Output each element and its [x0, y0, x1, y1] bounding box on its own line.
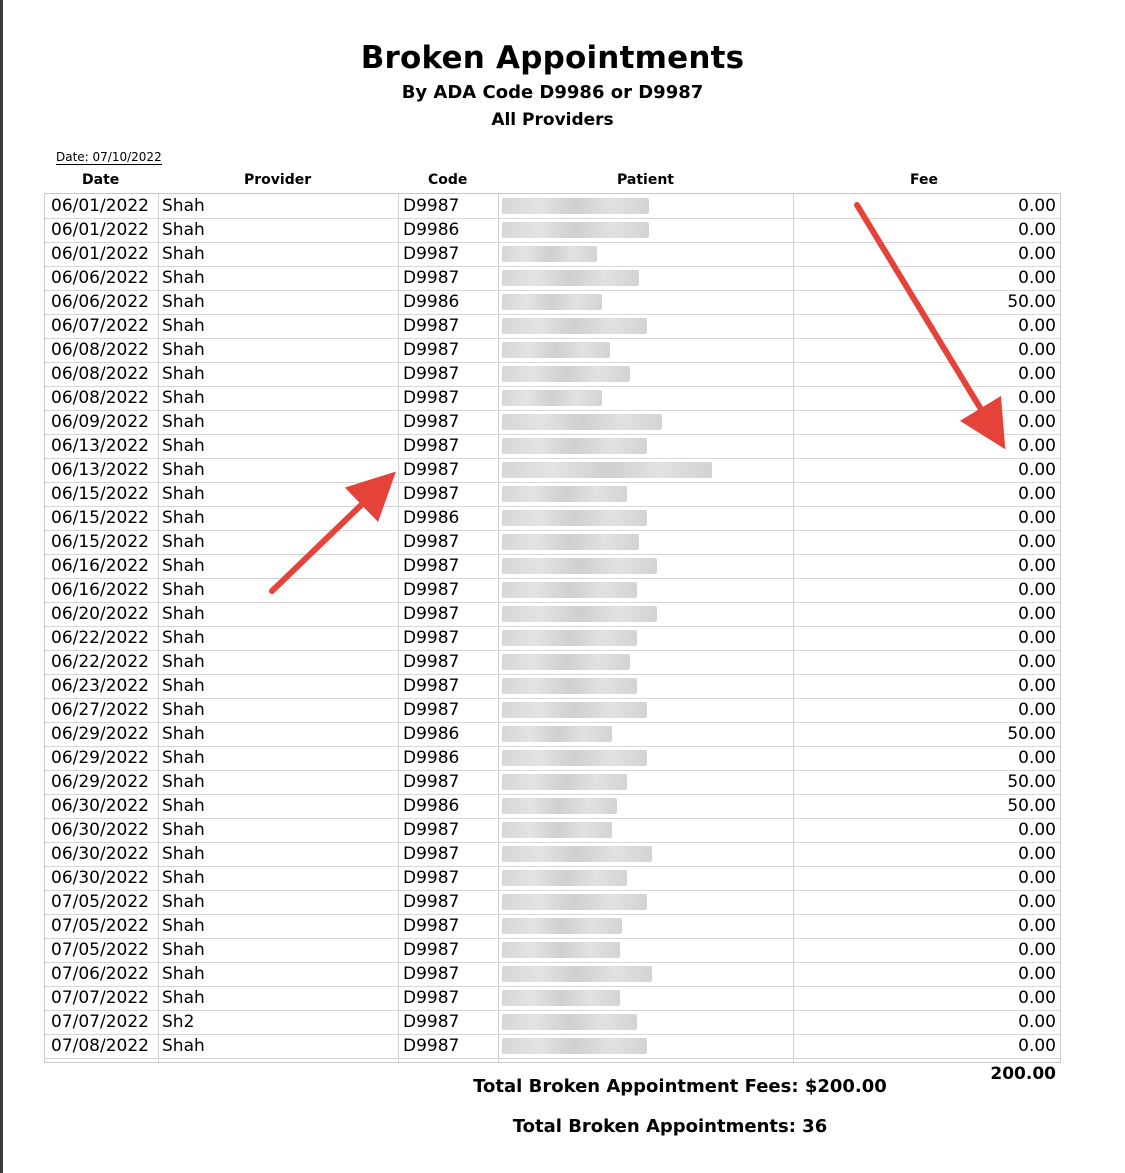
- table-row: [45, 578, 1060, 603]
- header-fee: Fee: [910, 172, 938, 188]
- row-provider: Shah: [162, 868, 205, 888]
- redacted-patient-name: [502, 510, 647, 526]
- row-provider: Shah: [162, 364, 205, 384]
- row-fee: 50.00: [1007, 796, 1056, 816]
- row-fee: 0.00: [1018, 580, 1056, 600]
- row-fee: 0.00: [1018, 220, 1056, 240]
- table-row: [45, 914, 1060, 939]
- row-provider: Shah: [162, 796, 205, 816]
- row-provider: Shah: [162, 340, 205, 360]
- row-code: D9987: [403, 652, 460, 672]
- row-provider: Shah: [162, 940, 205, 960]
- row-fee: 0.00: [1018, 556, 1056, 576]
- row-date: 06/15/2022: [51, 532, 149, 552]
- column-headers: [0, 172, 1125, 192]
- header-patient: Patient: [617, 172, 674, 188]
- row-fee: 0.00: [1018, 340, 1056, 360]
- row-provider: Shah: [162, 916, 205, 936]
- row-date: 06/07/2022: [51, 316, 149, 336]
- row-code: D9986: [403, 724, 460, 744]
- row-code: D9986: [403, 796, 460, 816]
- row-fee: 0.00: [1018, 916, 1056, 936]
- report-subtitle: By ADA Code D9986 or D9987: [401, 82, 704, 103]
- row-date: 06/20/2022: [51, 604, 149, 624]
- row-code: D9987: [403, 844, 460, 864]
- row-code: D9987: [403, 364, 460, 384]
- row-fee: 0.00: [1018, 892, 1056, 912]
- redacted-patient-name: [502, 198, 649, 214]
- table-row: [45, 626, 1060, 651]
- row-fee: 0.00: [1018, 364, 1056, 384]
- table-row: [45, 722, 1060, 747]
- row-code: D9987: [403, 916, 460, 936]
- table-row: [45, 1034, 1060, 1059]
- row-fee: 50.00: [1007, 292, 1056, 312]
- redacted-patient-name: [502, 294, 602, 310]
- row-provider: Shah: [162, 292, 205, 312]
- redacted-patient-name: [502, 798, 617, 814]
- row-fee: 0.00: [1018, 460, 1056, 480]
- row-code: D9987: [403, 1036, 460, 1056]
- row-code: D9987: [403, 700, 460, 720]
- row-fee: 0.00: [1018, 628, 1056, 648]
- table-row: [45, 986, 1060, 1011]
- redacted-patient-name: [502, 654, 630, 670]
- row-provider: Shah: [162, 604, 205, 624]
- row-code: D9987: [403, 772, 460, 792]
- row-provider: Shah: [162, 532, 205, 552]
- row-date: 06/22/2022: [51, 628, 149, 648]
- table-row: [45, 218, 1060, 243]
- row-fee: 0.00: [1018, 436, 1056, 456]
- redacted-patient-name: [502, 414, 662, 430]
- row-provider: Shah: [162, 244, 205, 264]
- row-date: 07/05/2022: [51, 940, 149, 960]
- table-row: [45, 770, 1060, 795]
- row-code: D9987: [403, 964, 460, 984]
- redacted-patient-name: [502, 534, 639, 550]
- table-row: [45, 698, 1060, 723]
- row-fee: 0.00: [1018, 748, 1056, 768]
- row-code: D9987: [403, 628, 460, 648]
- row-date: 06/23/2022: [51, 676, 149, 696]
- table-row: [45, 314, 1060, 339]
- table-row: [45, 602, 1060, 627]
- redacted-patient-name: [502, 486, 627, 502]
- row-date: 07/05/2022: [51, 916, 149, 936]
- row-fee: 0.00: [1018, 388, 1056, 408]
- row-code: D9987: [403, 820, 460, 840]
- redacted-patient-name: [502, 438, 647, 454]
- header-date: Date: [82, 172, 120, 188]
- table-row: [45, 554, 1060, 579]
- row-code: D9987: [403, 1012, 460, 1032]
- row-provider: Shah: [162, 412, 205, 432]
- row-provider: Shah: [162, 772, 205, 792]
- row-date: 06/29/2022: [51, 748, 149, 768]
- row-date: 06/01/2022: [51, 244, 149, 264]
- table-row: [45, 194, 1060, 219]
- table-row: [45, 890, 1060, 915]
- row-date: 06/30/2022: [51, 868, 149, 888]
- row-provider: Shah: [162, 844, 205, 864]
- table-row: [45, 842, 1060, 867]
- table-row: [45, 458, 1060, 483]
- table-row: [45, 674, 1060, 699]
- row-fee: 0.00: [1018, 316, 1056, 336]
- row-date: 06/13/2022: [51, 460, 149, 480]
- table-row: [45, 818, 1060, 843]
- report-table: [44, 193, 1061, 1063]
- table-row: [45, 506, 1060, 531]
- row-provider: Shah: [162, 460, 205, 480]
- total-count-line: Total Broken Appointments: 36: [512, 1116, 828, 1137]
- table-row: [45, 1010, 1060, 1035]
- row-fee: 0.00: [1018, 964, 1056, 984]
- row-code: D9987: [403, 460, 460, 480]
- row-provider: Shah: [162, 196, 205, 216]
- row-code: D9986: [403, 508, 460, 528]
- redacted-patient-name: [502, 870, 627, 886]
- row-provider: Shah: [162, 676, 205, 696]
- row-provider: Shah: [162, 724, 205, 744]
- redacted-patient-name: [502, 774, 627, 790]
- row-code: D9987: [403, 244, 460, 264]
- row-provider: Shah: [162, 964, 205, 984]
- row-date: 06/09/2022: [51, 412, 149, 432]
- table-row: [45, 290, 1060, 315]
- redacted-patient-name: [502, 342, 610, 358]
- row-code: D9987: [403, 556, 460, 576]
- row-provider: Sh2: [162, 1012, 195, 1032]
- table-row: [45, 866, 1060, 891]
- redacted-patient-name: [502, 726, 612, 742]
- row-code: D9987: [403, 892, 460, 912]
- row-fee: 0.00: [1018, 700, 1056, 720]
- redacted-patient-name: [502, 246, 597, 262]
- row-provider: Shah: [162, 892, 205, 912]
- row-code: D9987: [403, 316, 460, 336]
- table-row: [45, 410, 1060, 435]
- row-date: 07/06/2022: [51, 964, 149, 984]
- row-code: D9987: [403, 484, 460, 504]
- redacted-patient-name: [502, 822, 612, 838]
- header-code: Code: [428, 172, 468, 188]
- row-provider: Shah: [162, 268, 205, 288]
- table-row: [45, 962, 1060, 987]
- redacted-patient-name: [502, 678, 637, 694]
- row-fee: 0.00: [1018, 412, 1056, 432]
- table-row: [45, 650, 1060, 675]
- row-provider: Shah: [162, 700, 205, 720]
- redacted-patient-name: [502, 222, 649, 238]
- row-fee: 0.00: [1018, 652, 1056, 672]
- table-row: [45, 266, 1060, 291]
- redacted-patient-name: [502, 702, 647, 718]
- row-provider: Shah: [162, 508, 205, 528]
- row-code: D9987: [403, 532, 460, 552]
- redacted-patient-name: [502, 366, 630, 382]
- redacted-patient-name: [502, 462, 712, 478]
- row-code: D9987: [403, 340, 460, 360]
- row-fee: 0.00: [1018, 196, 1056, 216]
- redacted-patient-name: [502, 942, 620, 958]
- row-provider: Shah: [162, 220, 205, 240]
- row-date: 06/30/2022: [51, 844, 149, 864]
- row-date: 06/08/2022: [51, 340, 149, 360]
- row-code: D9987: [403, 268, 460, 288]
- row-provider: Shah: [162, 580, 205, 600]
- table-row: [45, 386, 1060, 411]
- row-code: D9987: [403, 604, 460, 624]
- row-fee: 0.00: [1018, 844, 1056, 864]
- row-provider: Shah: [162, 1036, 205, 1056]
- row-fee: 50.00: [1007, 772, 1056, 792]
- row-fee: 0.00: [1018, 484, 1056, 504]
- row-provider: Shah: [162, 436, 205, 456]
- row-code: D9987: [403, 580, 460, 600]
- redacted-patient-name: [502, 318, 647, 334]
- row-fee: 0.00: [1018, 1012, 1056, 1032]
- table-row: [45, 530, 1060, 555]
- redacted-patient-name: [502, 582, 637, 598]
- redacted-patient-name: [502, 606, 657, 622]
- report-providers: All Providers: [491, 110, 614, 130]
- redacted-patient-name: [502, 750, 647, 766]
- row-date: 06/30/2022: [51, 796, 149, 816]
- row-fee: 0.00: [1018, 676, 1056, 696]
- redacted-patient-name: [502, 558, 657, 574]
- header-provider: Provider: [244, 172, 312, 188]
- row-fee: 0.00: [1018, 532, 1056, 552]
- report-date: Date: 07/10/2022: [56, 150, 162, 164]
- row-date: 07/05/2022: [51, 892, 149, 912]
- row-fee: 0.00: [1018, 604, 1056, 624]
- table-row: [45, 434, 1060, 459]
- table-row: [45, 482, 1060, 507]
- row-fee: 0.00: [1018, 1036, 1056, 1056]
- row-code: D9986: [403, 292, 460, 312]
- row-date: 06/22/2022: [51, 652, 149, 672]
- row-date: 06/16/2022: [51, 556, 149, 576]
- redacted-patient-name: [502, 966, 652, 982]
- report-title: Broken Appointments: [360, 40, 745, 76]
- row-code: D9987: [403, 196, 460, 216]
- row-provider: Shah: [162, 316, 205, 336]
- row-date: 07/08/2022: [51, 1036, 149, 1056]
- redacted-patient-name: [502, 846, 652, 862]
- row-date: 06/15/2022: [51, 484, 149, 504]
- row-fee: 0.00: [1018, 268, 1056, 288]
- row-code: D9987: [403, 868, 460, 888]
- row-code: D9986: [403, 220, 460, 240]
- table-row: [45, 746, 1060, 771]
- row-fee: 0.00: [1018, 508, 1056, 528]
- row-date: 06/29/2022: [51, 724, 149, 744]
- row-fee: 0.00: [1018, 244, 1056, 264]
- row-code: D9987: [403, 412, 460, 432]
- row-date: 06/16/2022: [51, 580, 149, 600]
- row-provider: Shah: [162, 988, 205, 1008]
- row-date: 06/08/2022: [51, 388, 149, 408]
- row-provider: Shah: [162, 388, 205, 408]
- redacted-patient-name: [502, 1038, 647, 1054]
- table-row: [45, 362, 1060, 387]
- redacted-patient-name: [502, 1014, 637, 1030]
- table-row: [45, 794, 1060, 819]
- row-provider: Shah: [162, 556, 205, 576]
- row-fee: 0.00: [1018, 988, 1056, 1008]
- fee-column-total: 200.00: [990, 1064, 1056, 1084]
- row-date: 06/15/2022: [51, 508, 149, 528]
- table-row: [45, 338, 1060, 363]
- row-date: 06/06/2022: [51, 292, 149, 312]
- total-fees-line: Total Broken Appointment Fees: $200.00: [473, 1076, 887, 1097]
- row-code: D9987: [403, 988, 460, 1008]
- row-fee: 0.00: [1018, 868, 1056, 888]
- row-date: 06/01/2022: [51, 220, 149, 240]
- row-date: 07/07/2022: [51, 1012, 149, 1032]
- row-provider: Shah: [162, 748, 205, 768]
- row-date: 07/07/2022: [51, 988, 149, 1008]
- redacted-patient-name: [502, 390, 602, 406]
- row-date: 06/08/2022: [51, 364, 149, 384]
- row-fee: 0.00: [1018, 820, 1056, 840]
- row-date: 06/13/2022: [51, 436, 149, 456]
- row-provider: Shah: [162, 820, 205, 840]
- table-row: [45, 938, 1060, 963]
- row-code: D9987: [403, 940, 460, 960]
- row-provider: Shah: [162, 652, 205, 672]
- row-date: 06/30/2022: [51, 820, 149, 840]
- redacted-patient-name: [502, 630, 637, 646]
- row-provider: Shah: [162, 628, 205, 648]
- redacted-patient-name: [502, 270, 639, 286]
- row-fee: 0.00: [1018, 940, 1056, 960]
- redacted-patient-name: [502, 990, 620, 1006]
- row-date: 06/01/2022: [51, 196, 149, 216]
- row-fee: 50.00: [1007, 724, 1056, 744]
- row-date: 06/29/2022: [51, 772, 149, 792]
- table-row: [45, 242, 1060, 267]
- row-code: D9987: [403, 388, 460, 408]
- row-date: 06/06/2022: [51, 268, 149, 288]
- redacted-patient-name: [502, 918, 622, 934]
- row-code: D9987: [403, 436, 460, 456]
- row-code: D9986: [403, 748, 460, 768]
- row-date: 06/27/2022: [51, 700, 149, 720]
- row-provider: Shah: [162, 484, 205, 504]
- redacted-patient-name: [502, 894, 647, 910]
- row-code: D9987: [403, 676, 460, 696]
